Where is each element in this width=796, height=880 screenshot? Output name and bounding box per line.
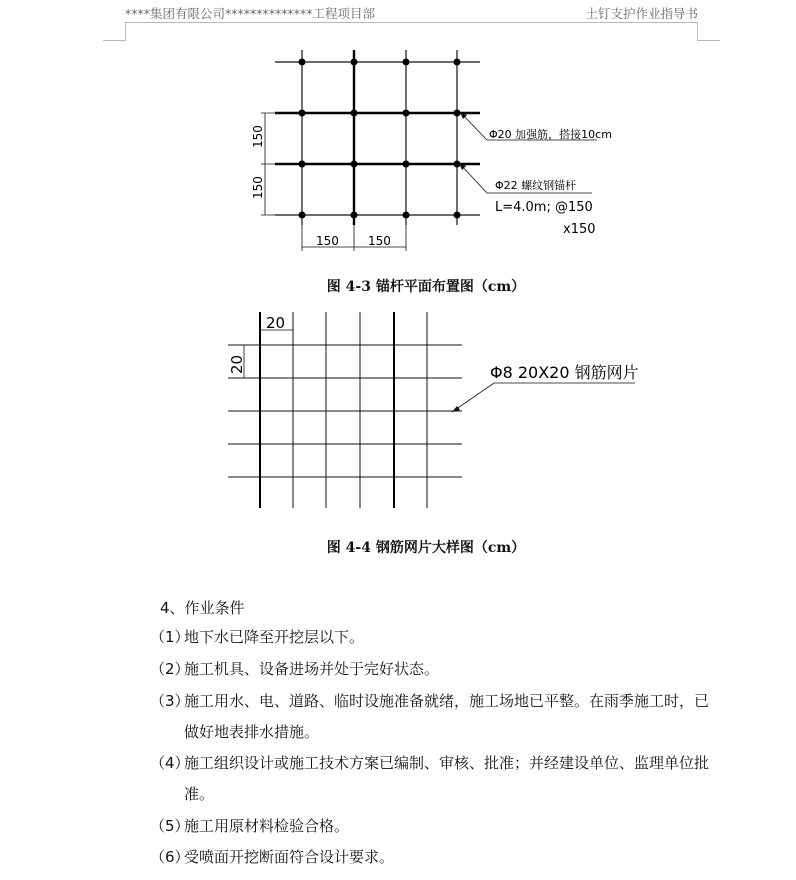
mesh-label: Φ8 20X20 钢筋网片 xyxy=(490,363,639,382)
mesh-lines xyxy=(228,312,462,508)
figure-4-3-caption: 图 4-3 锚杆平面布置图（cm） xyxy=(326,279,526,295)
anchor-grid-lines xyxy=(275,50,480,225)
header-company: ****集团有限公司**************工程项目部 xyxy=(125,6,376,21)
mesh-dim-horizontal: 20 xyxy=(266,314,286,332)
list-item-number: （6） xyxy=(150,848,190,866)
list-item-number: （4） xyxy=(150,754,190,772)
list-item-text: 施工用水、电、道路、临时设施准备就绪，施工场地已平整。在雨季施工时，已做好地表排水措施。 xyxy=(184,692,710,741)
list-item-number: （5） xyxy=(150,817,190,835)
label-reinforcing-bar: Φ20 加强筋，搭接10cm xyxy=(489,128,612,141)
list-item-number: （3） xyxy=(150,692,190,710)
reinforcement-bars xyxy=(275,50,480,225)
dim-horizontal-1: 150 xyxy=(316,234,339,248)
list-item-text: 施工组织设计或施工技术方案已编制、审核、批准；并经建设单位、监理单位批准。 xyxy=(184,754,710,803)
list-item-number: （2） xyxy=(150,660,190,678)
label-anchor-length: L=4.0m; @150 xyxy=(495,200,593,215)
anchor-layout-drawing xyxy=(0,0,796,260)
anchor-points xyxy=(299,59,461,219)
list-item xyxy=(150,686,710,748)
list-item xyxy=(150,622,710,653)
list-item xyxy=(150,842,710,873)
label-anchor-bolt: Φ22 螺纹钢锚杆 xyxy=(495,179,577,192)
label-anchor-spacing: x150 xyxy=(563,222,596,237)
mesh-dim-vertical: 20 xyxy=(228,354,246,374)
section-title: 4、作业条件 xyxy=(160,599,245,617)
list-item-number: （1） xyxy=(150,628,190,646)
list-item-text: 地下水已降至开挖层以下。 xyxy=(184,628,365,646)
figure-4-4-caption: 图 4-4 钢筋网片大样图（cm） xyxy=(326,540,526,556)
list-item xyxy=(150,811,710,842)
list-item-text: 施工用原材料检验合格。 xyxy=(184,817,350,835)
header-doc-title: 土钉支护作业指导书 xyxy=(585,6,698,21)
dim-vertical-1: 150 xyxy=(251,125,265,148)
vertical-dimension xyxy=(261,113,300,215)
list-item-text: 施工机具、设备进场并处于完好状态。 xyxy=(184,660,440,678)
list-item-text: 受喷面开挖断面符合设计要求。 xyxy=(184,848,395,866)
mesh-dimensions xyxy=(244,330,293,378)
list-item xyxy=(150,654,710,685)
list-item xyxy=(150,748,710,810)
dim-vertical-2: 150 xyxy=(251,176,265,199)
dim-horizontal-2: 150 xyxy=(368,234,391,248)
steel-mesh-drawing xyxy=(0,310,796,510)
